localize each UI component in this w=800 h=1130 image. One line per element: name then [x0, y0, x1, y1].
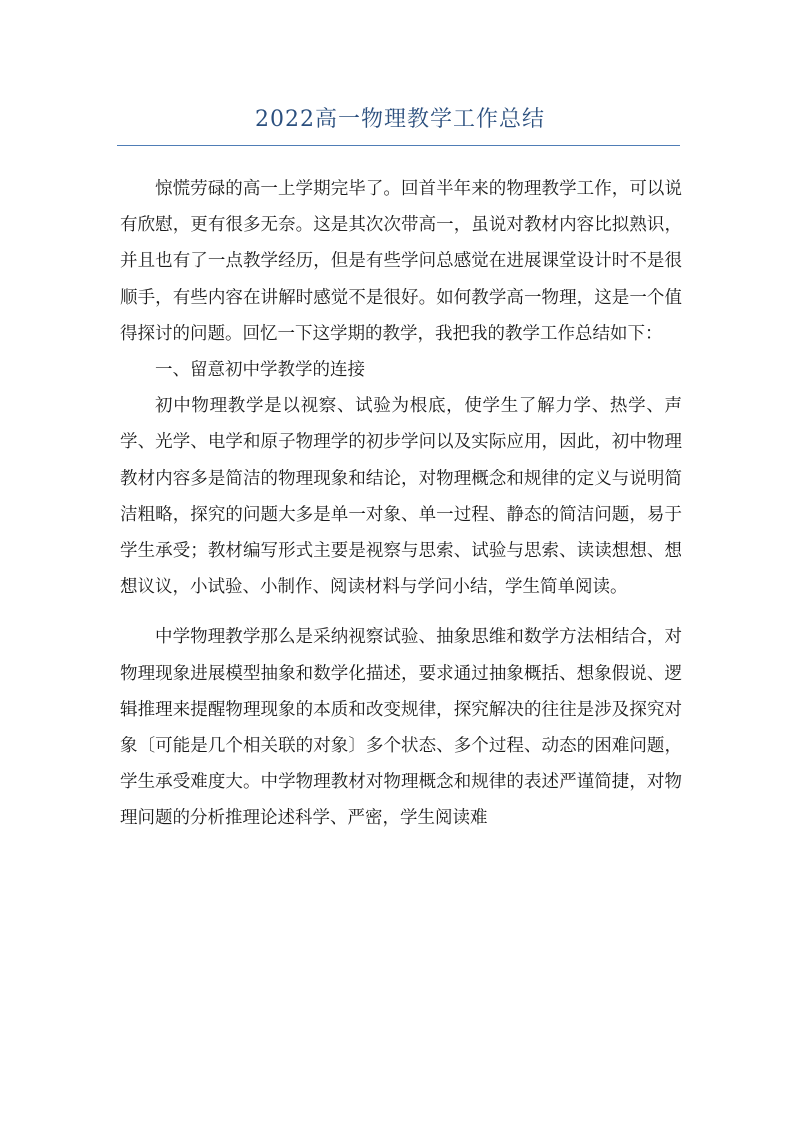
paragraph-intro: 惊慌劳碌的高一上学期完毕了。回首半年来的物理教学工作，可以说有欣慰，更有很多无奈。这是其次次带高一，虽说对教材内容比拟熟识，并且也有了一点教学经历，但是有些学问总感觉在进展课堂设计时不是很顺手，有些内容在讲解时感觉不是很好。如何教学高一物理，这是一个值得探讨的问题。回忆一下这学期的教学，我把我的教学工作总结如下：	[120, 179, 682, 344]
document-title: 2022高一物理教学工作总结	[255, 107, 545, 132]
paragraph-junior-physics: 初中物理教学是以视察、试验为根底，使学生了解力学、热学、声学、光学、电学和原子物理学的初步学问以及实际应用，因此，初中物理教材内容多是简洁的物理现象和结论，对物理概念和规律的定义与说明简洁粗略，探究的问题大多是单一对象、单一过程、静态的简洁问题，易于学生承受；教材编写形式主要是视察与思索、试验与思索、读读想想、想想议议，小试验、小制作、阅读材料与学问小结，学生简单阅读。	[120, 396, 682, 598]
section-heading-1: 一、留意初中学教学的连接	[155, 360, 365, 381]
paragraph-senior-physics: 中学物理教学那么是采纳视察试验、抽象思维和数学方法相结合，对物理现象进展模型抽象和数学化描述，要求通过抽象概括、想象假说、逻辑推理来提醒物理现象的本质和改变规律，探究解决的往往是涉及探究对象〔可能是几个相关联的对象〕多个状态、多个过程、动态的困难问题，学生承受难度大。中学物理教材对物理概念和规律的表述严谨简捷，对物理问题的分析推理论述科学、严密，学生阅读难	[120, 627, 682, 829]
title-underline	[117, 145, 680, 146]
document-body	[120, 171, 682, 837]
